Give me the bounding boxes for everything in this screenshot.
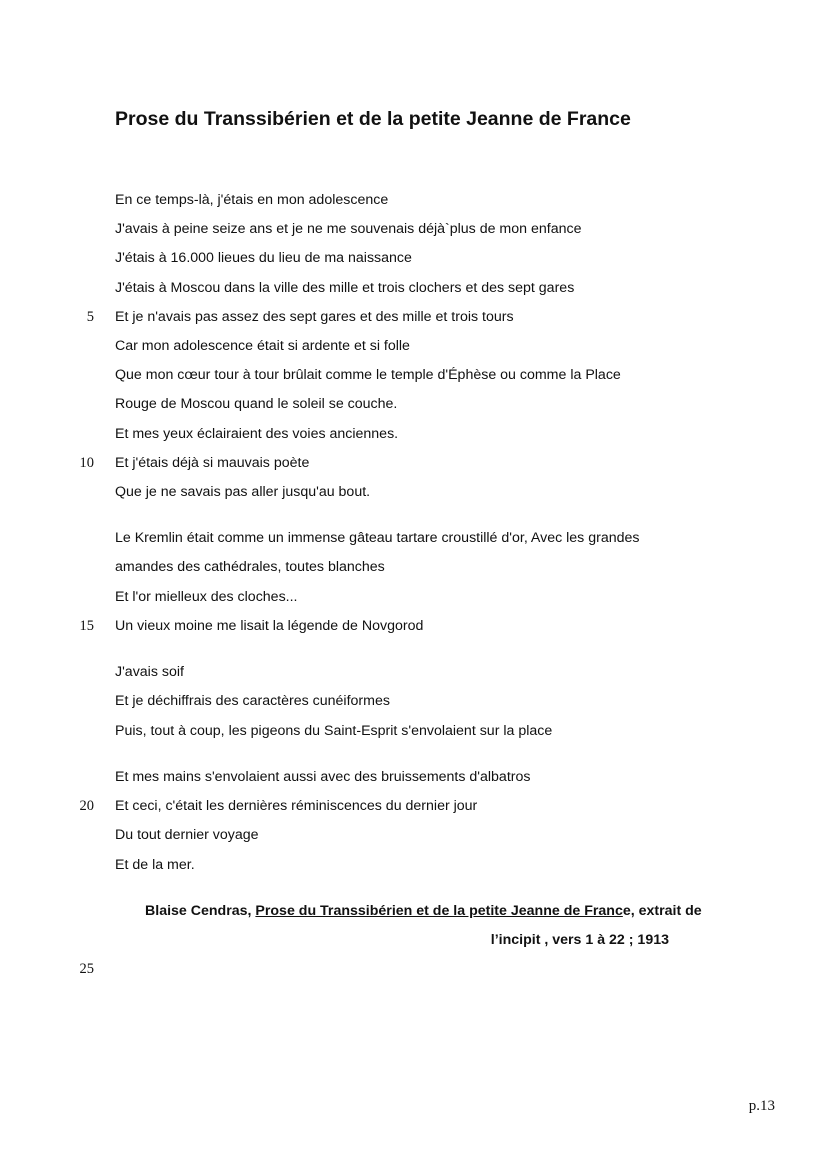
poem-line: Et de la mer. [115, 857, 195, 873]
poem-line: Et ceci, c'était les dernières réminiscences du dernier jour [115, 798, 478, 814]
poem-line: J'étais à Moscou dans la ville des mille et trois clochers et des sept gares [115, 280, 575, 296]
poem-line: Que je ne savais pas aller jusqu'au bout. [115, 484, 371, 500]
poem-line: Et je n'avais pas assez des sept gares et des mille et trois tours [115, 309, 514, 325]
poem-line: Et je déchiffrais des caractères cunéiformes [115, 693, 390, 709]
attribution-line-1 [145, 903, 702, 919]
poem-line: Et l'or mielleux des cloches... [115, 589, 298, 605]
poem-line: Rouge de Moscou quand le soleil se couche. [115, 396, 398, 412]
poem-line: Que mon cœur tour à tour brûlait comme le temple d'Éphèse ou comme la Place [115, 367, 621, 383]
page-number: p.13 [748, 1098, 775, 1114]
poem-line: J'étais à 16.000 lieues du lieu de ma naissance [115, 250, 412, 266]
poem-line: J'avais à peine seize ans et je ne me souvenais déjà`plus de mon enfance [115, 221, 582, 237]
poem-line: Du tout dernier voyage [115, 827, 259, 843]
poem-line: Un vieux moine me lisait la légende de Novgorod [115, 618, 424, 634]
poem-line: En ce temps-là, j'étais en mon adolescence [115, 192, 389, 208]
poem-line: J'avais soif [115, 664, 184, 680]
document-title: Prose du Transsibérien et de la petite Jeanne de France [115, 108, 631, 130]
poem-line: Le Kremlin était comme un immense gâteau tartare croustillé d'or, Avec les grandes [115, 530, 640, 546]
poem-line: Et j'étais déjà si mauvais poète [115, 455, 310, 471]
poem-line: Et mes mains s'envolaient aussi avec des bruissements d'albatros [115, 769, 531, 785]
line-number: 25 [79, 961, 94, 977]
attribution-suffix: e, extrait de [622, 903, 702, 919]
attribution-line-2: l’incipit , vers 1 à 22 ; 1913 [490, 932, 669, 948]
line-number: 10 [79, 455, 94, 471]
attribution-author: Blaise Cendras, [145, 903, 256, 919]
poem-line: Et mes yeux éclairaient des voies anciennes. [115, 426, 399, 442]
line-number: 5 [86, 309, 94, 325]
poem-line: Puis, tout à coup, les pigeons du Saint-Esprit s'envolaient sur la place [115, 723, 553, 739]
line-number: 15 [79, 618, 94, 634]
attribution-work-title: Prose du Transsibérien et de la petite Jeanne de Franc [255, 903, 623, 919]
poem-line: Car mon adolescence était si ardente et si folle [115, 338, 410, 354]
line-number: 20 [79, 798, 94, 814]
poem-line: amandes des cathédrales, toutes blanches [115, 559, 385, 575]
